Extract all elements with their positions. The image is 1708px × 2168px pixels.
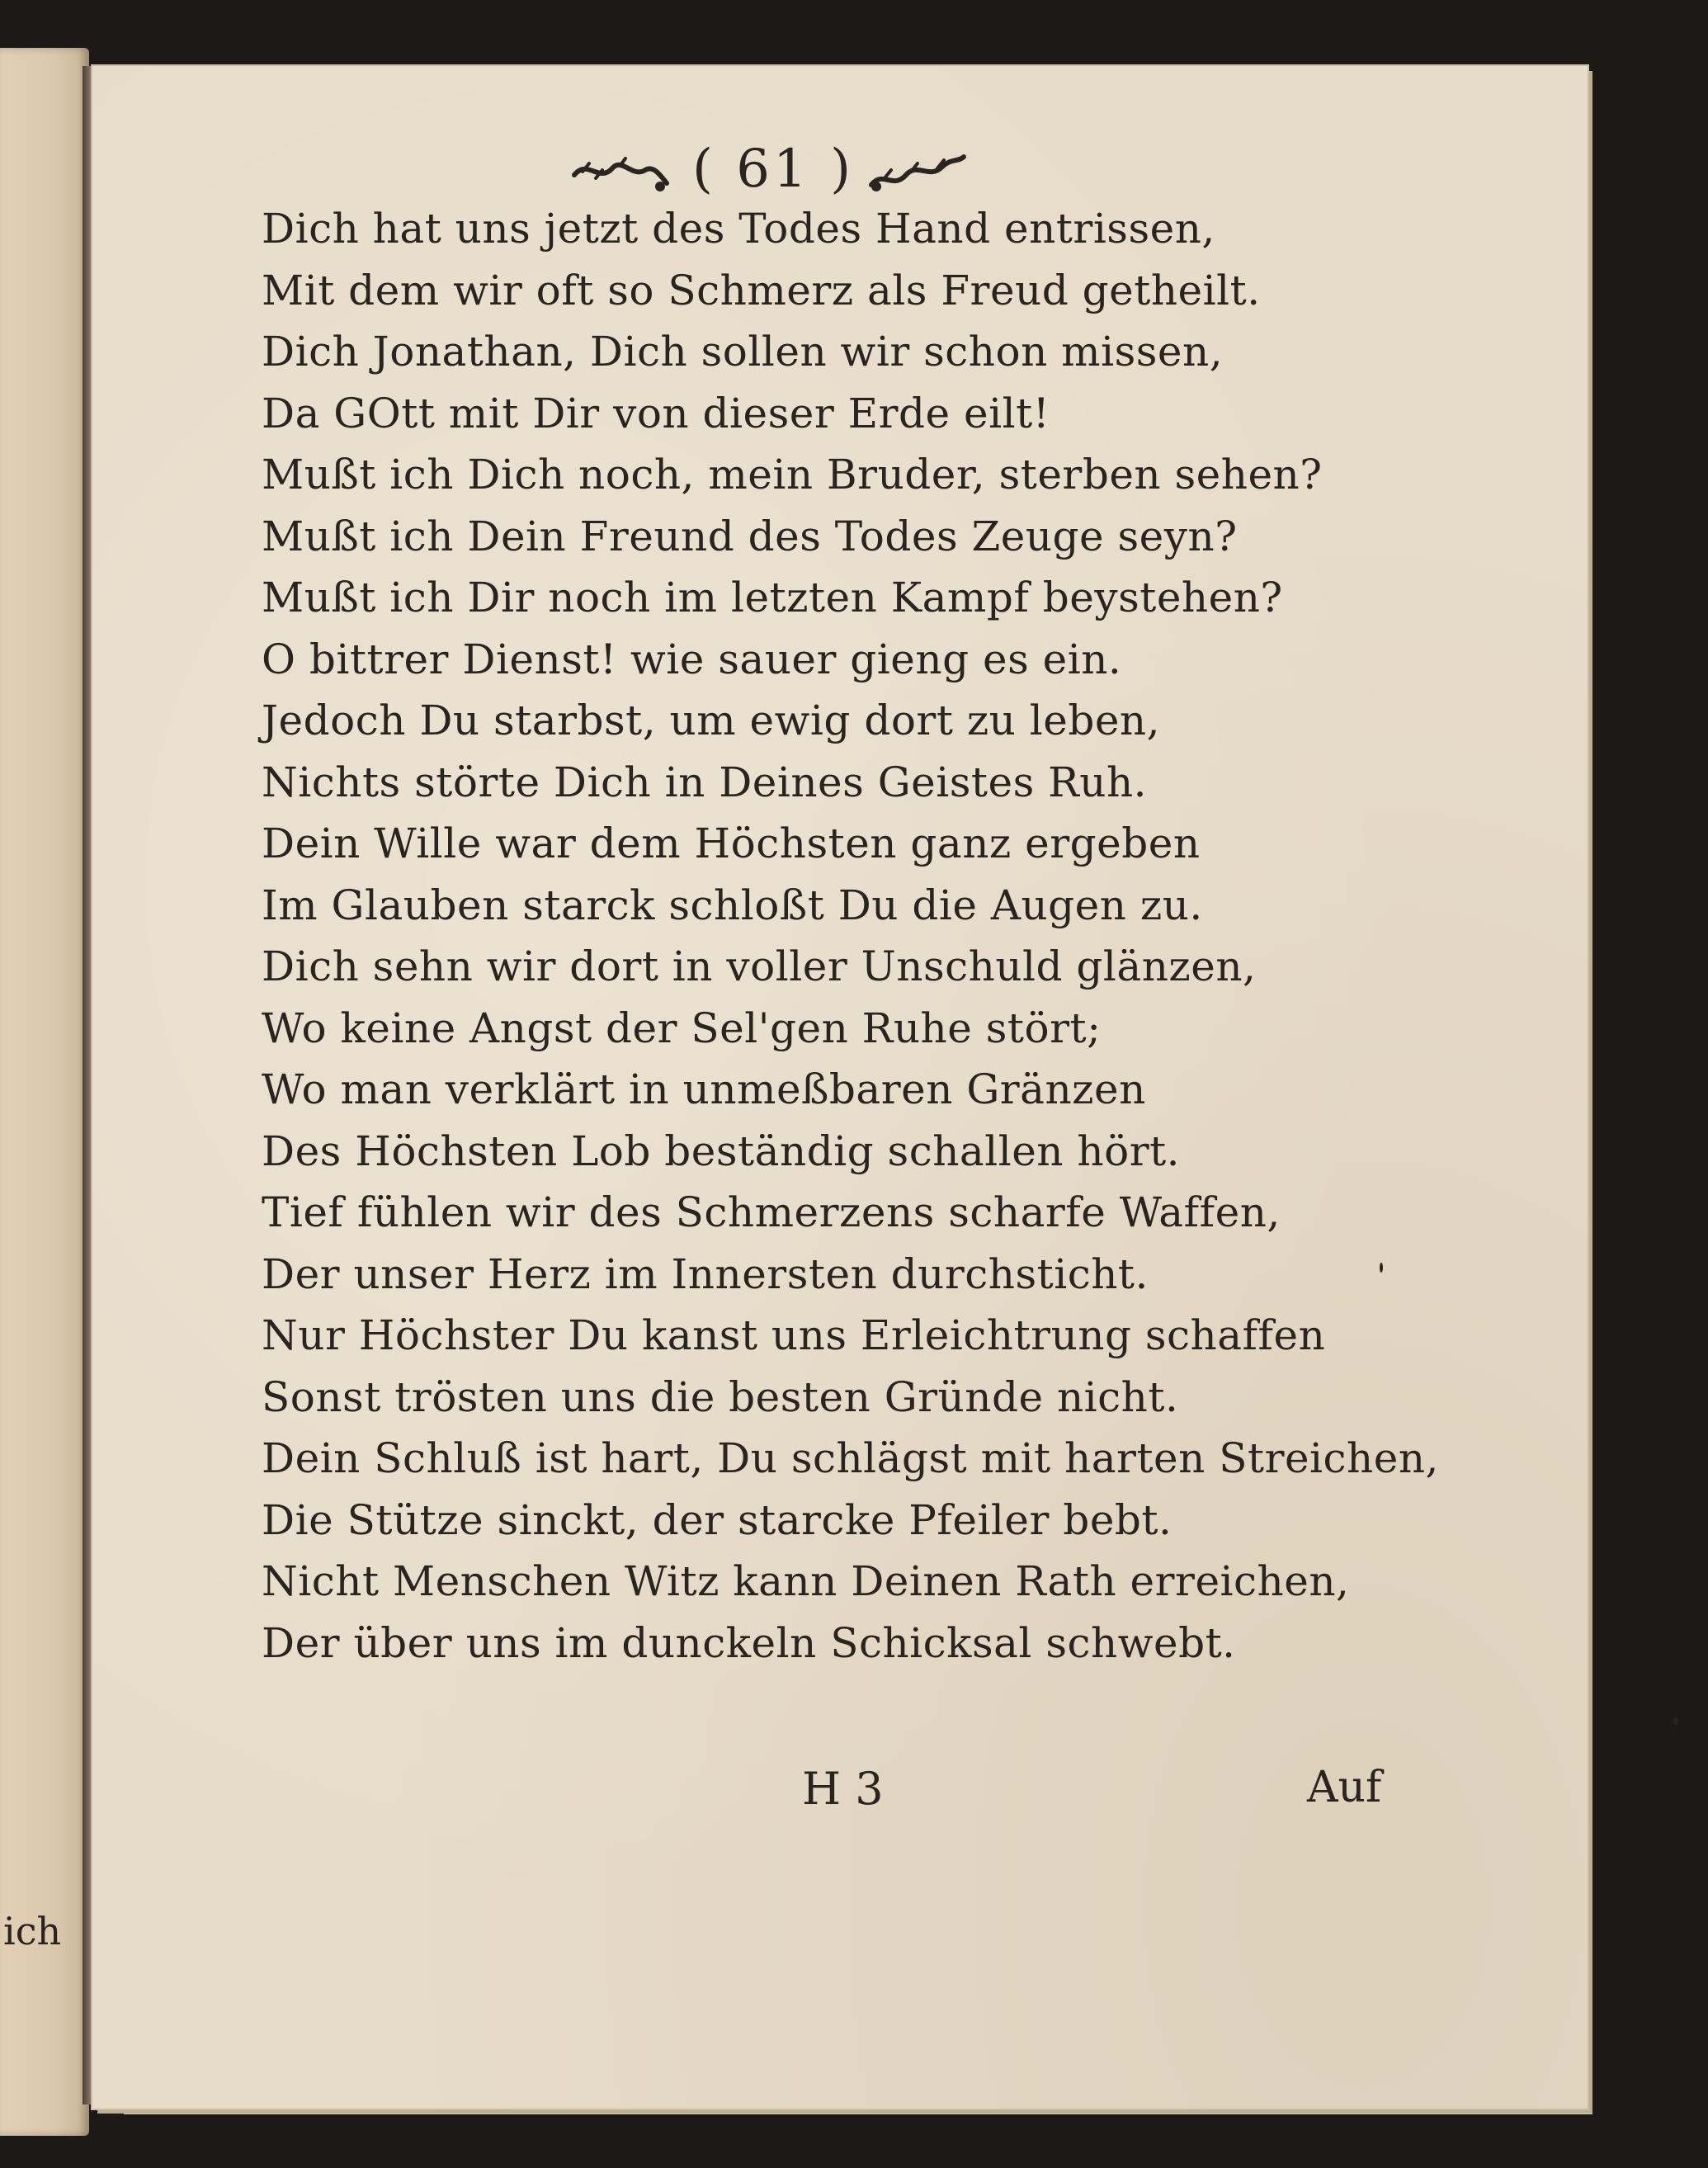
verse-line: Nichts störte Dich in Deines Geistes Ruh.: [262, 758, 1148, 806]
poem-text: [262, 198, 1549, 1674]
verse-line: Mußt ich Dir noch im letzten Kampf beystehen?: [262, 574, 1283, 621]
verse-line: Tief fühlen wir des Schmerzens scharfe Waffen,: [262, 1188, 1281, 1236]
left-ornament-icon: [571, 150, 670, 196]
verse-line: Nicht Menschen Witz kann Deinen Rath erreichen,: [262, 1557, 1350, 1605]
verse-line: Dein Wille war dem Höchsten ganz ergeben: [262, 819, 1201, 867]
ink-speck: [1380, 1263, 1383, 1273]
verse-line: Da GOtt mit Dir von dieser Erde eilt!: [262, 389, 1050, 437]
verse-line: Der über uns im dunckeln Schicksal schwebt.: [262, 1618, 1236, 1667]
signature-mark: H 3: [802, 1763, 884, 1815]
facing-page-edge: [0, 48, 89, 2136]
verse-line: Im Glauben starck schloßt Du die Augen zu.: [262, 881, 1203, 929]
verse-line: Dein Schluß ist hart, Du schlägst mit harten Streichen,: [262, 1434, 1439, 1482]
facing-page-fragment: ich: [3, 1909, 62, 1953]
verse-line: Dich sehn wir dort in voller Unschuld glänzen,: [262, 942, 1257, 990]
page-number: ( 61 ): [691, 139, 855, 200]
verse-line: Mußt ich Dich noch, mein Bruder, sterben sehen?: [262, 451, 1323, 498]
verse-line: Des Höchsten Lob beständig schallen hört.: [262, 1127, 1181, 1175]
verse-line: Dich Jonathan, Dich sollen wir schon missen,: [262, 328, 1224, 376]
book-page: [92, 66, 1588, 2109]
verse-line: Der unser Herz im Innersten durchsticht.: [262, 1249, 1149, 1298]
verse-line: Sonst trösten uns die besten Gründe nicht.: [262, 1372, 1179, 1421]
verse-line: O bittrer Dienst! wie sauer gieng es ein.: [262, 635, 1122, 683]
verse-line: Mußt ich Dein Freund des Todes Zeuge seyn?: [262, 512, 1238, 560]
verse-line: Jedoch Du starbst, um ewig dort zu leben,: [262, 697, 1161, 744]
verse-line: Nur Höchster Du kanst uns Erleichtrung schaffen: [262, 1311, 1326, 1359]
verse-line: Mit dem wir oft so Schmerz als Freud getheilt.: [262, 266, 1261, 314]
verse-line: Wo keine Angst der Sel'gen Ruhe stört;: [262, 1004, 1102, 1052]
ink-speck: [1673, 1717, 1678, 1725]
right-ornament-icon: [868, 150, 967, 196]
verse-line: Dich hat uns jetzt des Todes Hand entrissen,: [262, 205, 1215, 253]
catchword: Auf: [1307, 1763, 1382, 1812]
verse-line: Die Stütze sinckt, der starcke Pfeiler bebt.: [262, 1495, 1172, 1544]
verse-line: Wo man verklärt in unmeßbaren Gränzen: [262, 1065, 1146, 1113]
